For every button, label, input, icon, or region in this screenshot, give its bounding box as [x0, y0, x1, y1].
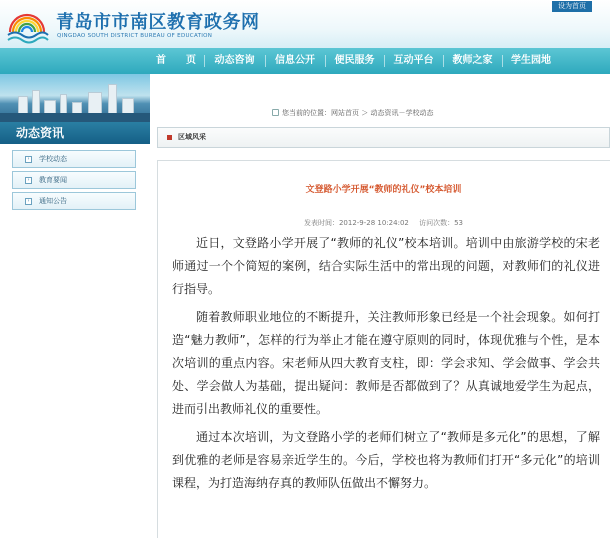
- arrow-bullet-icon: ›: [25, 198, 32, 205]
- article-meta: [157, 218, 610, 228]
- square-marker-icon: [167, 135, 172, 140]
- nav-item-news[interactable]: 动态咨询: [204, 48, 265, 74]
- view-count: 访问次数：53: [419, 219, 464, 227]
- city-skyline-banner: [0, 74, 150, 122]
- nav-item-home[interactable]: 首 页: [156, 55, 196, 66]
- sidebar-item-education-news[interactable]: [12, 171, 136, 189]
- main-nav: [0, 48, 610, 74]
- site-header: [0, 0, 610, 48]
- arrow-bullet-icon: ›: [25, 156, 32, 163]
- site-logo-icon[interactable]: [4, 2, 50, 48]
- breadcrumb: [272, 108, 433, 118]
- section-header: [157, 127, 610, 148]
- nav-item-students[interactable]: 学生园地: [502, 48, 560, 74]
- sidebar-item-label: 教育要闻: [39, 176, 67, 184]
- sidebar-title: 动态资讯: [0, 122, 150, 144]
- nav-item-interaction[interactable]: 互动平台: [384, 48, 443, 74]
- publish-time: 发表时间：2012-9-28 10:24:02: [303, 219, 409, 227]
- site-title: 青岛市市南区教育政务网: [56, 12, 260, 33]
- article-paragraph: 通过本次培训，为文登路小学的老师们树立了“教师是多元化”的思想，了解到优雅的老师是容易亲近学生的。今后，学校也将为教师们打开“多元化”的培训课程，为打造海纳存真的教师队伍做出不懈努力。: [172, 430, 600, 490]
- article-paragraph: 近日，文登路小学开展了“教师的礼仪”校本培训。培训中由旅游学校的宋老师通过一个个简短的案例，结合实际生活中的常出现的问题，对教师们的礼仪进行指导。: [172, 236, 600, 296]
- nav-item-teachers[interactable]: 教师之家: [443, 48, 502, 74]
- nav-item-services[interactable]: 便民服务: [325, 48, 384, 74]
- sidebar-item-school-news[interactable]: [12, 150, 136, 168]
- section-label: 区域风采: [178, 133, 206, 141]
- sidebar-item-notices[interactable]: [12, 192, 136, 210]
- set-homepage-link[interactable]: 设为首页: [552, 1, 592, 12]
- sidebar-item-label: 通知公告: [39, 197, 67, 205]
- article-paragraph: 随着教师职业地位的不断提升，关注教师形象已经是一个社会现象。如何打造“魅力教师”，怎样的行为举止才能在遵守原则的同时，体现优雅与个性，是本次培训的重点内容。宋老师从四大教育支柱，即：学会求知、学会做事、学会共处、学会做人为基础，提出疑问：教师是否都做到了？从真诚地爱学生为起点，进而引出教师礼仪的重要性。: [172, 310, 600, 416]
- nav-item-info-disclosure[interactable]: 信息公开: [265, 48, 325, 74]
- location-icon: [272, 109, 279, 116]
- sidebar-item-label: 学校动态: [39, 155, 67, 163]
- article-title: 文登路小学开展“教师的礼仪”校本培训: [305, 185, 462, 195]
- article-body: [172, 232, 600, 500]
- arrow-bullet-icon: ›: [25, 177, 32, 184]
- site-subtitle: QINGDAO SOUTH DISTRICT BUREAU OF EDUCATION: [57, 33, 213, 39]
- breadcrumb-text: 您当前的位置：网站首页 ＞ 动态资讯－学校动态: [282, 109, 434, 117]
